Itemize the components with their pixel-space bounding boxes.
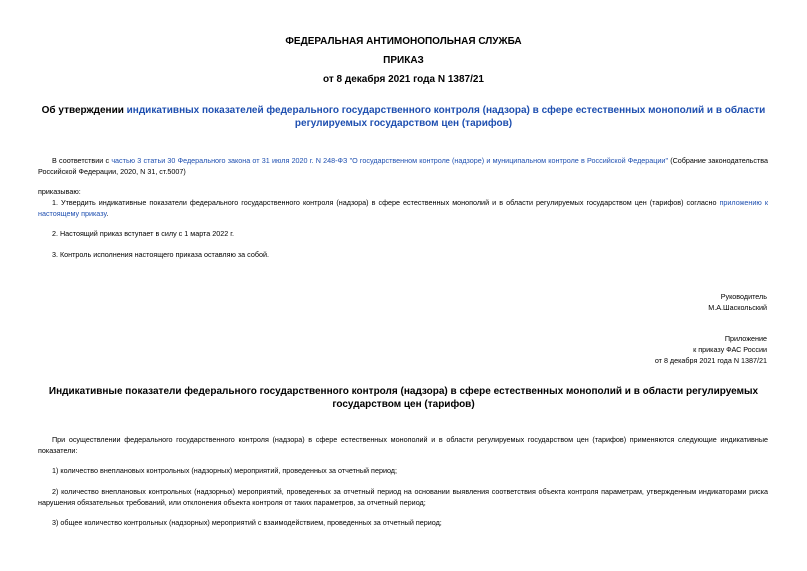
subject-link[interactable]: индикативных показателей федерального государственного контроля (надзора) в сфере естественных монополий и в области регулируемых государством цен (тарифов) — [126, 105, 766, 129]
indicator-1-text: 1) количество внеплановых контрольных (надзорных) мероприятий, проведенных за отчетный период; — [52, 466, 397, 475]
order-word: приказываю: — [38, 187, 81, 196]
signature-block — [708, 291, 767, 313]
signature-name: М.А.Шаскольский — [708, 303, 767, 312]
section-intro — [38, 434, 768, 456]
law-link[interactable]: частью 3 статьи 30 Федерального закона от 31 июля 2020 г. N 248-ФЗ "О государственном контроле (надзоре) и муниципальном контроле в Российской Федерации" — [111, 156, 668, 165]
appendix-line-1: Приложение — [724, 334, 767, 343]
preamble-pre: В соответствии с — [52, 156, 112, 165]
appendix-reference — [655, 333, 767, 366]
section-intro-text: При осуществлении федерального государственного контроля (надзора) в сфере естественных монополий и в области регулируемых государством цен (тарифов) применяются следующие индикативные показатели: — [38, 435, 768, 455]
item1-pre: 1. Утвердить индикативные показатели федерального государственного контроля (надзора) в сфере естественных монополий и в области регулируемых государством цен (тарифов) согласно — [52, 198, 720, 207]
indicator-2 — [38, 486, 768, 508]
preamble-paragraph — [38, 155, 768, 177]
order-item-1 — [38, 197, 768, 219]
item2-text: 2. Настоящий приказ вступает в силу с 1 марта 2022 г. — [52, 229, 234, 238]
agency-name: ФЕДЕРАЛЬНАЯ АНТИМОНОПОЛЬНАЯ СЛУЖБА — [285, 36, 522, 47]
appendix-link[interactable]: приложению к настоящему приказу — [38, 198, 768, 218]
order-item-2 — [38, 228, 768, 239]
appendix-line-2: к приказу ФАС России — [693, 345, 767, 354]
appendix-line-3: от 8 декабря 2021 года N 1387/21 — [654, 356, 767, 365]
document-subject — [40, 104, 767, 130]
indicator-3-text: 3) общее количество контрольных (надзорных) мероприятий с взаимодействием, проведенных за отчетный период; — [52, 518, 442, 527]
subject-prefix: Об утверждении — [41, 105, 127, 116]
preamble-post: (Собрание законодательства Российской Федерации, 2020, N 31, ст.5007) — [38, 156, 769, 176]
section-title: Индикативные показатели федерального государственного контроля (надзора) в сфере естественных монополий и в области регулируемых государством цен (тарифов) — [48, 386, 759, 410]
document-type: ПРИКАЗ — [383, 55, 424, 66]
document-date-number: от 8 декабря 2021 года N 1387/21 — [323, 74, 484, 85]
indicator-2-text: 2) количество внеплановых контрольных (надзорных) мероприятий, проведенных за отчетный период на основании выявления соответствия объекта контроля параметрам, утвержденным индикаторами риска нарушения обязательных требований, или отклонения объекта контроля от таких параметров, за отчетный период; — [38, 487, 768, 507]
signature-role: Руководитель — [720, 292, 767, 301]
indicator-1 — [38, 465, 768, 476]
indicator-3 — [38, 517, 768, 528]
item1-post: . — [106, 209, 109, 218]
order-item-3 — [38, 249, 768, 260]
item3-text: 3. Контроль исполнения настоящего приказа оставляю за собой. — [52, 250, 269, 259]
